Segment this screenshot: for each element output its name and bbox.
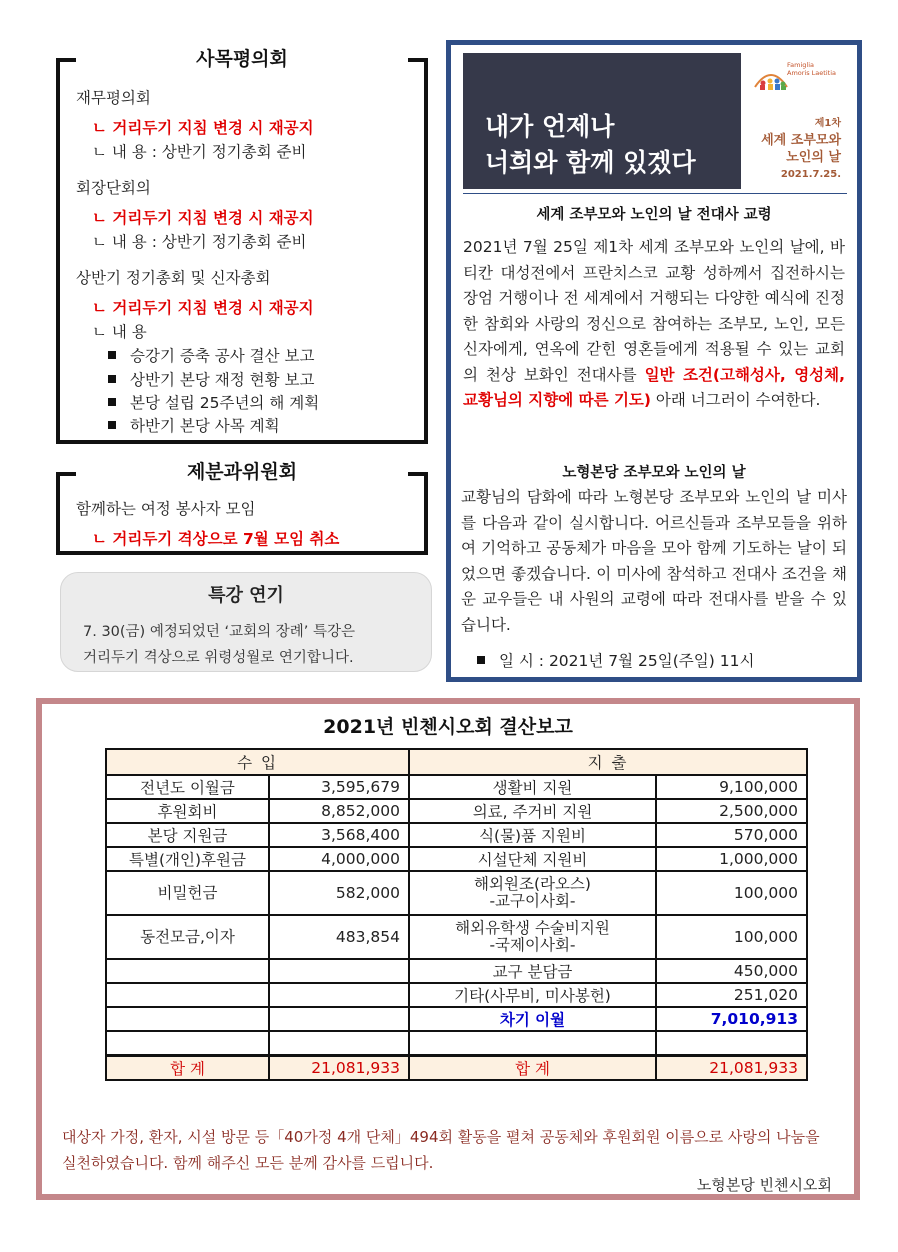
bullet-icon [477,656,485,664]
lecture-box [60,572,432,672]
lecture-title: 특강 연기 [208,585,284,606]
table-row: 후원회비 8,852,000 의료, 주거비 지원 2,500,000 [106,799,807,823]
report-title: 2021년 빈첸시오회 결산보고 [323,716,573,738]
total-row [106,1055,807,1080]
table-row: 동전모금,이자 483,854 해외유학생 수술비지원 -국제이사회- 100,000 [106,915,807,959]
bullet-icon [108,375,116,383]
bullet-icon [108,421,116,429]
lecture-body [83,619,417,671]
bullet-icon [108,398,116,406]
report-signature: 노형본당 빈첸시오회 [696,1176,832,1194]
logo-text: Famiglia Amoris Laetitia [787,61,836,77]
indulgence-body: 2021년 7월 25일 제1차 세계 조부모와 노인의 날에, 바티칸 대성전에서 프란치스코 교황 성하께서 집전하시는 장엄 거행이나 전 세계에서 거행되는 다양한 예식에 진정한 참회와 사랑의 정신으로 참여하는 조부모, 노인, 모든 신자에게, 연옥에 갇힌 영혼들에게 적용될 수 있는 교회의 천상 보화인 전대사를 일반 조건(고해성사, 영성체, 교황님의 지향에 따른 기도) 아래 너그러이 수여한다. [463,238,845,409]
expense-header: 지 출 [409,749,807,775]
event-banner [463,53,847,189]
content-text: ㄴ 내 용 : 상반기 정기총회 준비 [92,233,307,251]
committee-heading: 함께하는 여정 봉사자 모임 [76,500,256,518]
content-text: ㄴ 내 용 : 상반기 정기총회 준비 [92,143,307,161]
agenda-item: 하반기 본당 사목 계획 [108,414,280,436]
section-heading: 회장단회의 [76,179,151,197]
table-row [106,1031,807,1055]
agenda-item: 승강기 증축 공사 결산 보고 [108,344,314,366]
carry-row [106,1007,807,1031]
total-label: 합 계 [409,1055,656,1080]
total-income: 21,081,933 [269,1055,409,1080]
schedule-line: 일 시 : 2021년 7월 25일(주일) 11시 [477,649,754,671]
committee-title: 제분과위원회 [186,461,298,483]
table-header-row [106,749,807,775]
grandparents-day-panel [446,40,862,682]
table-row: 교구 분담금 450,000 [106,959,807,983]
section-heading: 재무평의회 [76,89,151,107]
total-expense: 21,081,933 [656,1055,807,1080]
carry-label: 차기 이월 [409,1007,656,1031]
table-row: 본당 지원금 3,568,400 식(물)품 지원비 570,000 [106,823,807,847]
agenda-item: 본당 설립 25주년의 해 계획 [108,391,319,413]
committee-notice: ㄴ 거리두기 격상으로 7월 모임 취소 [92,530,340,548]
banner-side [741,53,847,189]
lecture-line: 7. 30(금) 예정되었던 ‘교회의 장례’ 특강은 [83,624,355,640]
settlement-table [105,748,808,1081]
bullet-icon [108,351,116,359]
parish-day-title: 노형본당 조부모와 노인의 날 [562,465,746,481]
settlement-report [36,698,860,1200]
banner-side-text: 제1차 세계 조부모와 노인의 날 2021.7.25. [761,118,841,180]
income-header: 수 입 [106,749,409,775]
parish-day-body: 교황님의 담화에 따라 노형본당 조부모와 노인의 날 미사를 다음과 같이 실시합니다. 어르신들과 조부모들을 위하여 기억하고 공동체가 마음을 모아 함께 기도하는 날이 되었으면 좋겠습니다. 이 미사에 참석하고 전대사 조건을 채운 교우들은 내 사원의 교령에 따라 전대사를 받을 수 있습니다. [461,488,847,634]
council-title: 사목평의회 [196,48,288,70]
notice-text: ㄴ 거리두기 지침 변경 시 재공지 [92,119,314,137]
content-text: ㄴ 내 용 [92,323,147,341]
table-row: 비밀헌금 582,000 해외원조(라오스) -교구이사회- 100,000 [106,871,807,915]
table-row: 기타(사무비, 미사봉헌) 251,020 [106,983,807,1007]
divider [463,193,847,194]
report-note: 대상자 가정, 환자, 시설 방문 등「40가정 4개 단체」494회 활동을 펼쳐 공동체와 후원회원 이름으로 사랑의 나눔을 실천하였습니다. 함께 해주신 모든 분께 감사를 드립니다. [62,1128,820,1172]
section-heading: 상반기 정기총회 및 신자총회 [76,269,271,287]
indulgence-title: 세계 조부모와 노인의 날 전대사 교령 [536,207,772,223]
table-row: 특별(개인)후원금 4,000,000 시설단체 지원비 1,000,000 [106,847,807,871]
table-row: 전년도 이월금 3,595,679 생활비 지원 9,100,000 [106,775,807,799]
banner-headline: 내가 언제나 너희와 함께 있겠다 [485,112,696,177]
agenda-item: 상반기 본당 재정 현황 보고 [108,368,314,390]
carry-amount: 7,010,913 [656,1007,807,1031]
lecture-line: 거리두기 격상으로 위령성월로 연기합니다. [83,650,354,666]
notice-text: ㄴ 거리두기 지침 변경 시 재공지 [92,299,314,317]
total-label: 합 계 [106,1055,269,1080]
notice-text: ㄴ 거리두기 지침 변경 시 재공지 [92,209,314,227]
